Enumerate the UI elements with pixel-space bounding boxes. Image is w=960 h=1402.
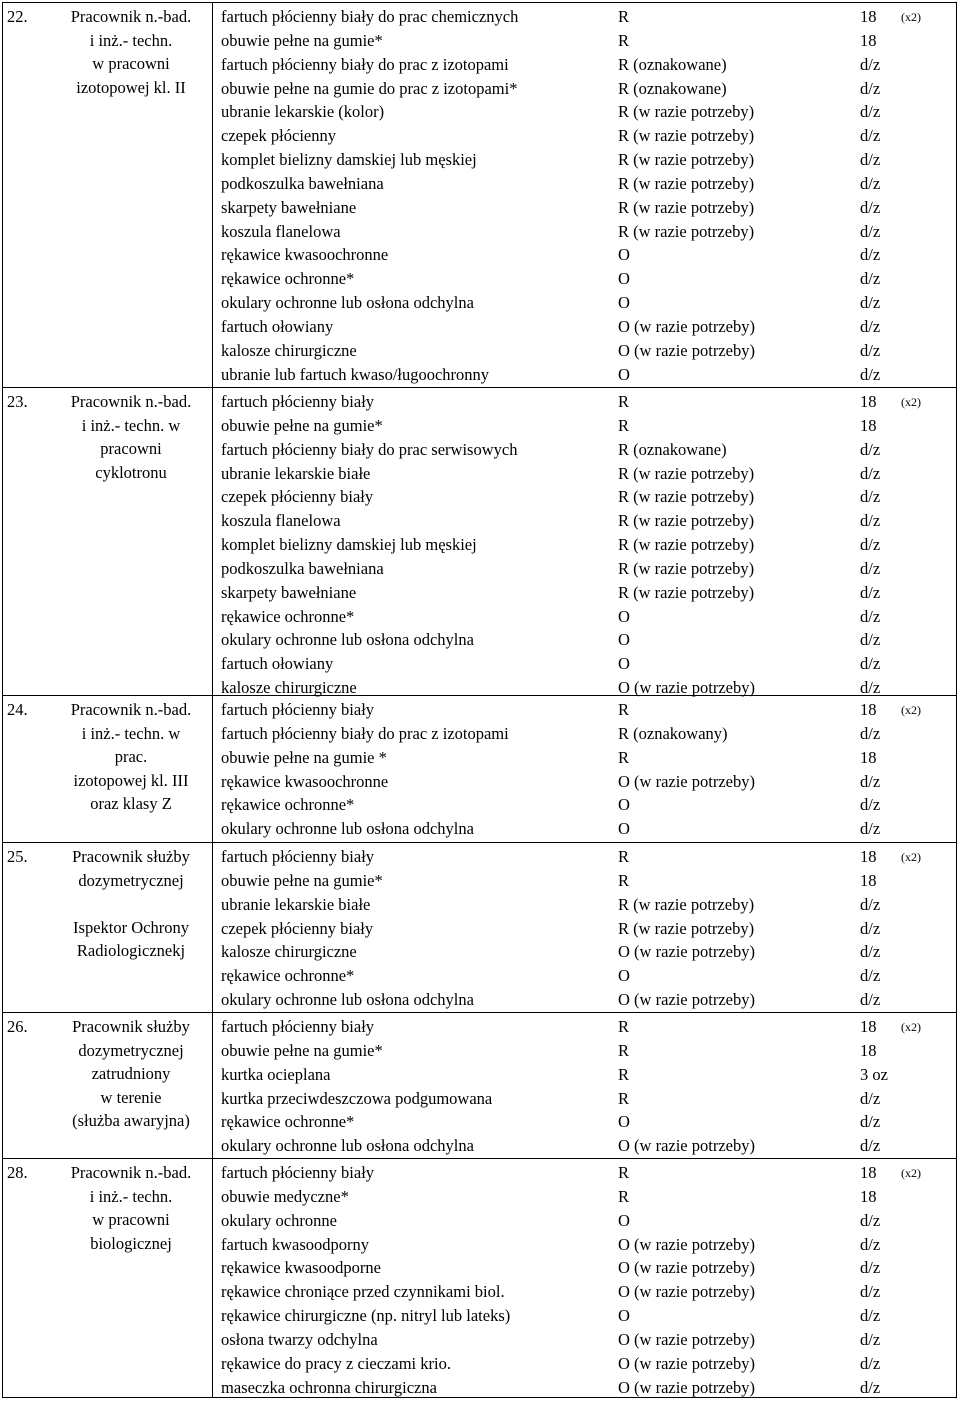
- table-row: [221, 940, 956, 964]
- job-position: [53, 1161, 209, 1255]
- table-group: [3, 1012, 956, 1156]
- category: R: [618, 747, 630, 767]
- equipment-item: rękawice ochronne*: [221, 966, 355, 986]
- category: O (w razie potrzeby): [618, 1258, 755, 1278]
- table-row: [221, 605, 956, 629]
- category: O (w razie potrzeby): [618, 678, 755, 698]
- category: O: [618, 293, 630, 313]
- category: R: [618, 870, 630, 890]
- usage-period: d/z: [860, 1329, 881, 1349]
- equipment-item: okulary ochronne lub osłona odchylna: [221, 630, 474, 650]
- equipment-item: czepek płócienny: [221, 126, 336, 146]
- group-number: 24.: [7, 700, 28, 719]
- table-row: [221, 893, 956, 917]
- table-row: [221, 291, 956, 315]
- table-row: [221, 988, 956, 1012]
- equipment-item: fartuch płócienny biały do prac chemicznych: [221, 7, 519, 26]
- table-row: [221, 1328, 956, 1352]
- table-row: [221, 485, 956, 509]
- equipment-item: rękawice kwasoodporne: [221, 1258, 381, 1278]
- quantity-note: (x2): [901, 850, 921, 864]
- equipment-item: rękawice chroniące przed czynnikami biol.: [221, 1282, 505, 1302]
- usage-period: d/z: [860, 630, 881, 650]
- table-row: [221, 363, 956, 387]
- category: O: [618, 819, 630, 839]
- category: R (w razie potrzeby): [618, 197, 755, 217]
- equipment-item: kalosze chirurgiczne: [221, 942, 357, 962]
- usage-period: d/z: [860, 245, 881, 265]
- usage-period: d/z: [860, 535, 881, 555]
- usage-period: d/z: [860, 173, 881, 193]
- equipment-item: podkoszulka bawełniana: [221, 558, 384, 578]
- usage-period: d/z: [860, 654, 881, 674]
- usage-period: d/z: [860, 723, 881, 743]
- equipment-item: rękawice kwasoochronne: [221, 245, 389, 265]
- usage-period: d/z: [860, 1306, 881, 1326]
- category: O (w razie potrzeby): [618, 1329, 755, 1349]
- equipment-item: okulary ochronne lub osłona odchylna: [221, 293, 474, 313]
- table-row: [221, 1280, 956, 1304]
- equipment-item: kurtka ocieplana: [221, 1064, 331, 1084]
- equipment-item: obuwie pełne na gumie do prac z izotopami*: [221, 78, 518, 98]
- job-position: [53, 1015, 209, 1133]
- category: R: [618, 1064, 630, 1084]
- usage-period: d/z: [860, 340, 881, 360]
- job-position-line: Pracownik n.-bad.: [70, 7, 192, 26]
- usage-period: d/z: [860, 918, 881, 938]
- usage-period: d/z: [860, 795, 881, 815]
- usage-period: d/z: [860, 558, 881, 578]
- category: R (w razie potrzeby): [618, 487, 755, 507]
- equipment-list: [221, 390, 956, 700]
- category: O: [618, 1210, 630, 1230]
- group-number: 22.: [7, 7, 28, 26]
- table-row: [221, 917, 956, 941]
- table-row: [221, 1352, 956, 1376]
- usage-period: d/z: [860, 197, 881, 217]
- job-position-line: Pracownik n.-bad.: [70, 392, 192, 411]
- table-group: [3, 842, 956, 1010]
- category: R: [618, 1163, 630, 1182]
- table-group: [3, 1158, 956, 1397]
- table-row: [221, 172, 956, 196]
- usage-period: d/z: [860, 1112, 881, 1132]
- equipment-item: okulary ochronne: [221, 1210, 337, 1230]
- category: O: [618, 1112, 630, 1132]
- table-row: [221, 243, 956, 267]
- equipment-item: skarpety bawełniane: [221, 582, 357, 602]
- table-row: [221, 817, 956, 841]
- job-position-line: pracowni: [100, 439, 162, 458]
- table-row: [221, 793, 956, 817]
- table-row: [221, 5, 956, 29]
- table-row: [221, 746, 956, 770]
- usage-period: d/z: [860, 1136, 881, 1156]
- table-row: [221, 438, 956, 462]
- category: R: [618, 415, 630, 435]
- category: R (w razie potrzeby): [618, 558, 755, 578]
- category: R (w razie potrzeby): [618, 918, 755, 938]
- job-position-line: w terenie: [100, 1087, 162, 1107]
- table-row: [221, 1233, 956, 1257]
- usage-period: 18: [860, 747, 877, 767]
- usage-period: d/z: [860, 771, 881, 791]
- table-row: [221, 652, 956, 676]
- table-row: [221, 414, 956, 438]
- quantity-note: (x2): [901, 10, 921, 24]
- usage-period: d/z: [860, 606, 881, 626]
- table-row: [221, 29, 956, 53]
- category: R (w razie potrzeby): [618, 173, 755, 193]
- usage-period: d/z: [860, 511, 881, 531]
- category: R: [618, 1017, 630, 1036]
- usage-period: d/z: [860, 990, 881, 1010]
- table-row: [221, 581, 956, 605]
- table-group: [3, 387, 956, 698]
- equipment-item: osłona twarzy odchylna: [221, 1329, 378, 1349]
- category: R (oznakowane): [618, 439, 727, 459]
- usage-period: 18: [860, 415, 877, 435]
- equipment-list: [221, 5, 956, 387]
- job-position: [53, 845, 209, 963]
- table-row: [221, 1134, 956, 1158]
- category: O (w razie potrzeby): [618, 942, 755, 962]
- category: R (w razie potrzeby): [618, 102, 755, 122]
- equipment-item: skarpety bawełniane: [221, 197, 357, 217]
- table-row: [221, 964, 956, 988]
- equipment-item: rękawice ochronne*: [221, 606, 355, 626]
- category: O: [618, 364, 630, 384]
- table-row: [221, 722, 956, 746]
- usage-period: 18: [860, 30, 877, 50]
- equipment-item: koszula flanelowa: [221, 511, 341, 531]
- usage-period: d/z: [860, 364, 881, 384]
- category: O: [618, 966, 630, 986]
- table-row: [221, 148, 956, 172]
- category: R (w razie potrzeby): [618, 463, 755, 483]
- table-row: [221, 1209, 956, 1233]
- category: R: [618, 847, 630, 866]
- equipment-item: czepek płócienny biały: [221, 487, 374, 507]
- job-position-line: dozymetrycznej: [78, 870, 184, 890]
- category: R: [618, 7, 630, 26]
- equipment-item: ubranie lekarskie białe: [221, 894, 371, 914]
- group-number: 23.: [7, 392, 28, 411]
- equipment-item: kalosze chirurgiczne: [221, 340, 357, 360]
- equipment-item: fartuch płócienny biały: [221, 1163, 375, 1182]
- job-position-line: w pracowni: [92, 54, 170, 73]
- group-number: 28.: [7, 1163, 28, 1182]
- job-position-line: Radiologicznekj: [76, 941, 186, 960]
- equipment-item: fartuch kwasoodporny: [221, 1234, 370, 1254]
- equipment-item: okulary ochronne lub osłona odchylna: [221, 990, 474, 1010]
- equipment-item: rękawice ochronne*: [221, 795, 355, 815]
- usage-period: d/z: [860, 1353, 881, 1373]
- job-position-line: biologicznej: [90, 1233, 172, 1253]
- table-row: [221, 1185, 956, 1209]
- job-position-line: izotopowej kl. II: [76, 77, 186, 97]
- category: O: [618, 795, 630, 815]
- job-position: [53, 390, 209, 484]
- equipment-list: [221, 1015, 956, 1158]
- category: O: [618, 654, 630, 674]
- usage-period: 18: [860, 1186, 877, 1206]
- equipment-item: komplet bielizny damskiej lub męskiej: [221, 535, 477, 555]
- usage-period: 18: [860, 870, 877, 890]
- table-row: [221, 1304, 956, 1328]
- usage-period: 18: [860, 7, 877, 26]
- job-position-line: zatrudniony: [91, 1064, 171, 1083]
- category: O (w razie potrzeby): [618, 340, 755, 360]
- usage-period: d/z: [860, 102, 881, 122]
- usage-period: d/z: [860, 316, 881, 336]
- category: O (w razie potrzeby): [618, 1282, 755, 1302]
- usage-period: d/z: [860, 1282, 881, 1302]
- job-position-line: i inż.- techn.: [89, 30, 173, 50]
- equipment-item: obuwie pełne na gumie*: [221, 30, 383, 50]
- category: O: [618, 245, 630, 265]
- category: R (w razie potrzeby): [618, 221, 755, 241]
- quantity-note: (x2): [901, 703, 921, 717]
- usage-period: d/z: [860, 269, 881, 289]
- category: R: [618, 30, 630, 50]
- table-row: [221, 53, 956, 77]
- table-row: [221, 628, 956, 652]
- category: R (w razie potrzeby): [618, 126, 755, 146]
- equipment-item: fartuch płócienny biały: [221, 700, 375, 719]
- equipment-item: komplet bielizny damskiej lub męskiej: [221, 150, 477, 170]
- equipment-item: rękawice chirurgiczne (np. nitryl lub lateks): [221, 1306, 511, 1326]
- equipment-item: obuwie pełne na gumie*: [221, 415, 383, 435]
- job-position-line: Ispektor Ochrony: [73, 917, 189, 937]
- category: R (oznakowane): [618, 78, 727, 98]
- job-position-line: (służba awaryjna): [72, 1111, 190, 1130]
- equipment-item: fartuch płócienny biały: [221, 392, 375, 411]
- usage-period: d/z: [860, 487, 881, 507]
- table-group: [3, 695, 956, 839]
- table-row: [221, 770, 956, 794]
- equipment-item: rękawice ochronne*: [221, 1112, 355, 1132]
- usage-period: 18: [860, 847, 877, 866]
- table-row: [221, 533, 956, 557]
- usage-period: d/z: [860, 1088, 881, 1108]
- equipment-item: okulary ochronne lub osłona odchylna: [221, 819, 474, 839]
- usage-period: 18: [860, 1017, 877, 1036]
- category: O: [618, 1306, 630, 1326]
- equipment-item: obuwie pełne na gumie *: [221, 747, 387, 767]
- equipment-list: [221, 698, 956, 841]
- group-number: 26.: [7, 1017, 28, 1036]
- equipment-item: ubranie lub fartuch kwaso/ługoochronny: [221, 364, 490, 384]
- category: R (oznakowany): [618, 723, 728, 743]
- usage-period: d/z: [860, 293, 881, 313]
- table-row: [221, 676, 956, 700]
- job-position-line: cyklotronu: [95, 462, 167, 482]
- usage-period: d/z: [860, 1258, 881, 1278]
- table-row: [221, 869, 956, 893]
- table-row: [221, 557, 956, 581]
- table-row: [221, 698, 956, 722]
- category: O: [618, 630, 630, 650]
- usage-period: d/z: [860, 1377, 881, 1397]
- job-position: [53, 698, 209, 816]
- equipment-item: rękawice kwasoochronne: [221, 771, 389, 791]
- usage-period: d/z: [860, 221, 881, 241]
- usage-period: d/z: [860, 819, 881, 839]
- usage-period: d/z: [860, 439, 881, 459]
- equipment-item: fartuch ołowiany: [221, 654, 334, 674]
- category: R (w razie potrzeby): [618, 511, 755, 531]
- equipment-list: [221, 1161, 956, 1399]
- category: R (w razie potrzeby): [618, 535, 755, 555]
- job-position-line: dozymetrycznej: [78, 1040, 184, 1060]
- table-row: [221, 1376, 956, 1400]
- category: R: [618, 700, 630, 719]
- category: R: [618, 1088, 630, 1108]
- category: R: [618, 1186, 630, 1206]
- table-row: [221, 1015, 956, 1039]
- job-position-line: Pracownik służby: [72, 1017, 190, 1036]
- equipment-item: czepek płócienny biały: [221, 918, 374, 938]
- equipment-item: rękawice do pracy z cieczami krio.: [221, 1353, 451, 1373]
- usage-period: 18: [860, 700, 877, 719]
- equipment-item: fartuch płócienny biały do prac z izotopami: [221, 723, 509, 743]
- category: R: [618, 1040, 630, 1060]
- equipment-item: okulary ochronne lub osłona odchylna: [221, 1136, 474, 1156]
- category: R (w razie potrzeby): [618, 150, 755, 170]
- category: O (w razie potrzeby): [618, 1353, 755, 1373]
- usage-period: d/z: [860, 678, 881, 698]
- usage-period: d/z: [860, 1210, 881, 1230]
- quantity-note: (x2): [901, 395, 921, 409]
- equipment-item: fartuch płócienny biały do prac z izotopami: [221, 54, 509, 74]
- equipment-item: obuwie pełne na gumie*: [221, 870, 383, 890]
- equipment-table: [2, 2, 957, 1398]
- equipment-item: kalosze chirurgiczne: [221, 678, 357, 698]
- table-row: [221, 1039, 956, 1063]
- job-position-line: Pracownik służby: [72, 847, 190, 866]
- table-row: [221, 390, 956, 414]
- job-position-line: Pracownik n.-bad.: [70, 1163, 192, 1182]
- table-row: [221, 100, 956, 124]
- group-number: 25.: [7, 847, 28, 866]
- equipment-item: fartuch płócienny biały: [221, 1017, 375, 1036]
- usage-period: d/z: [860, 126, 881, 146]
- equipment-item: maseczka ochronna chirurgiczna: [221, 1377, 437, 1397]
- table-row: [221, 1256, 956, 1280]
- usage-period: 18: [860, 1040, 877, 1060]
- equipment-item: ubranie lekarskie białe: [221, 463, 371, 483]
- usage-period: 3 oz: [860, 1064, 888, 1084]
- job-position-line: Pracownik n.-bad.: [70, 700, 192, 719]
- table-row: [221, 196, 956, 220]
- column-divider: [212, 3, 213, 1397]
- equipment-item: rękawice ochronne*: [221, 269, 355, 289]
- table-row: [221, 1110, 956, 1134]
- usage-period: d/z: [860, 582, 881, 602]
- table-row: [221, 339, 956, 363]
- job-position-line: i inż.- techn. w: [81, 723, 181, 743]
- category: O (w razie potrzeby): [618, 1377, 755, 1397]
- category: R: [618, 392, 630, 411]
- usage-period: d/z: [860, 942, 881, 962]
- equipment-item: ubranie lekarskie (kolor): [221, 102, 385, 122]
- table-row: [221, 845, 956, 869]
- equipment-item: fartuch płócienny biały do prac serwisowych: [221, 439, 518, 459]
- table-row: [221, 77, 956, 101]
- category: R (w razie potrzeby): [618, 582, 755, 602]
- category: O (w razie potrzeby): [618, 990, 755, 1010]
- table-row: [221, 509, 956, 533]
- quantity-note: (x2): [901, 1020, 921, 1034]
- category: R (oznakowane): [618, 54, 727, 74]
- job-position-line: [53, 892, 209, 916]
- category: O (w razie potrzeby): [618, 1234, 755, 1254]
- usage-period: d/z: [860, 78, 881, 98]
- table-row: [221, 462, 956, 486]
- usage-period: d/z: [860, 54, 881, 74]
- job-position-line: w pracowni: [92, 1210, 170, 1229]
- category: O: [618, 269, 630, 289]
- table-row: [221, 1087, 956, 1111]
- category: O: [618, 606, 630, 626]
- equipment-list: [221, 845, 956, 1012]
- table-row: [221, 1161, 956, 1185]
- category: R (w razie potrzeby): [618, 894, 755, 914]
- job-position: [53, 5, 209, 99]
- equipment-item: fartuch ołowiany: [221, 316, 334, 336]
- table-row: [221, 220, 956, 244]
- usage-period: d/z: [860, 1234, 881, 1254]
- job-position-line: oraz klasy Z: [90, 794, 172, 813]
- usage-period: 18: [860, 1163, 877, 1182]
- equipment-item: fartuch płócienny biały: [221, 847, 375, 866]
- quantity-note: (x2): [901, 1166, 921, 1180]
- usage-period: 18: [860, 392, 877, 411]
- table-row: [221, 315, 956, 339]
- table-row: [221, 124, 956, 148]
- job-position-line: izotopowej kl. III: [73, 770, 189, 790]
- equipment-item: koszula flanelowa: [221, 221, 341, 241]
- job-position-line: i inż.- techn. w: [81, 415, 181, 435]
- category: O (w razie potrzeby): [618, 316, 755, 336]
- usage-period: d/z: [860, 966, 881, 986]
- usage-period: d/z: [860, 463, 881, 483]
- category: O (w razie potrzeby): [618, 1136, 755, 1156]
- usage-period: d/z: [860, 894, 881, 914]
- equipment-item: obuwie pełne na gumie*: [221, 1040, 383, 1060]
- category: O (w razie potrzeby): [618, 771, 755, 791]
- table-row: [221, 267, 956, 291]
- job-position-line: prac.: [114, 747, 148, 766]
- equipment-item: podkoszulka bawełniana: [221, 173, 384, 193]
- usage-period: d/z: [860, 150, 881, 170]
- equipment-item: kurtka przeciwdeszczowa podgumowana: [221, 1088, 493, 1108]
- table-row: [221, 1063, 956, 1087]
- equipment-item: obuwie medyczne*: [221, 1186, 349, 1206]
- job-position-line: i inż.- techn.: [89, 1186, 173, 1206]
